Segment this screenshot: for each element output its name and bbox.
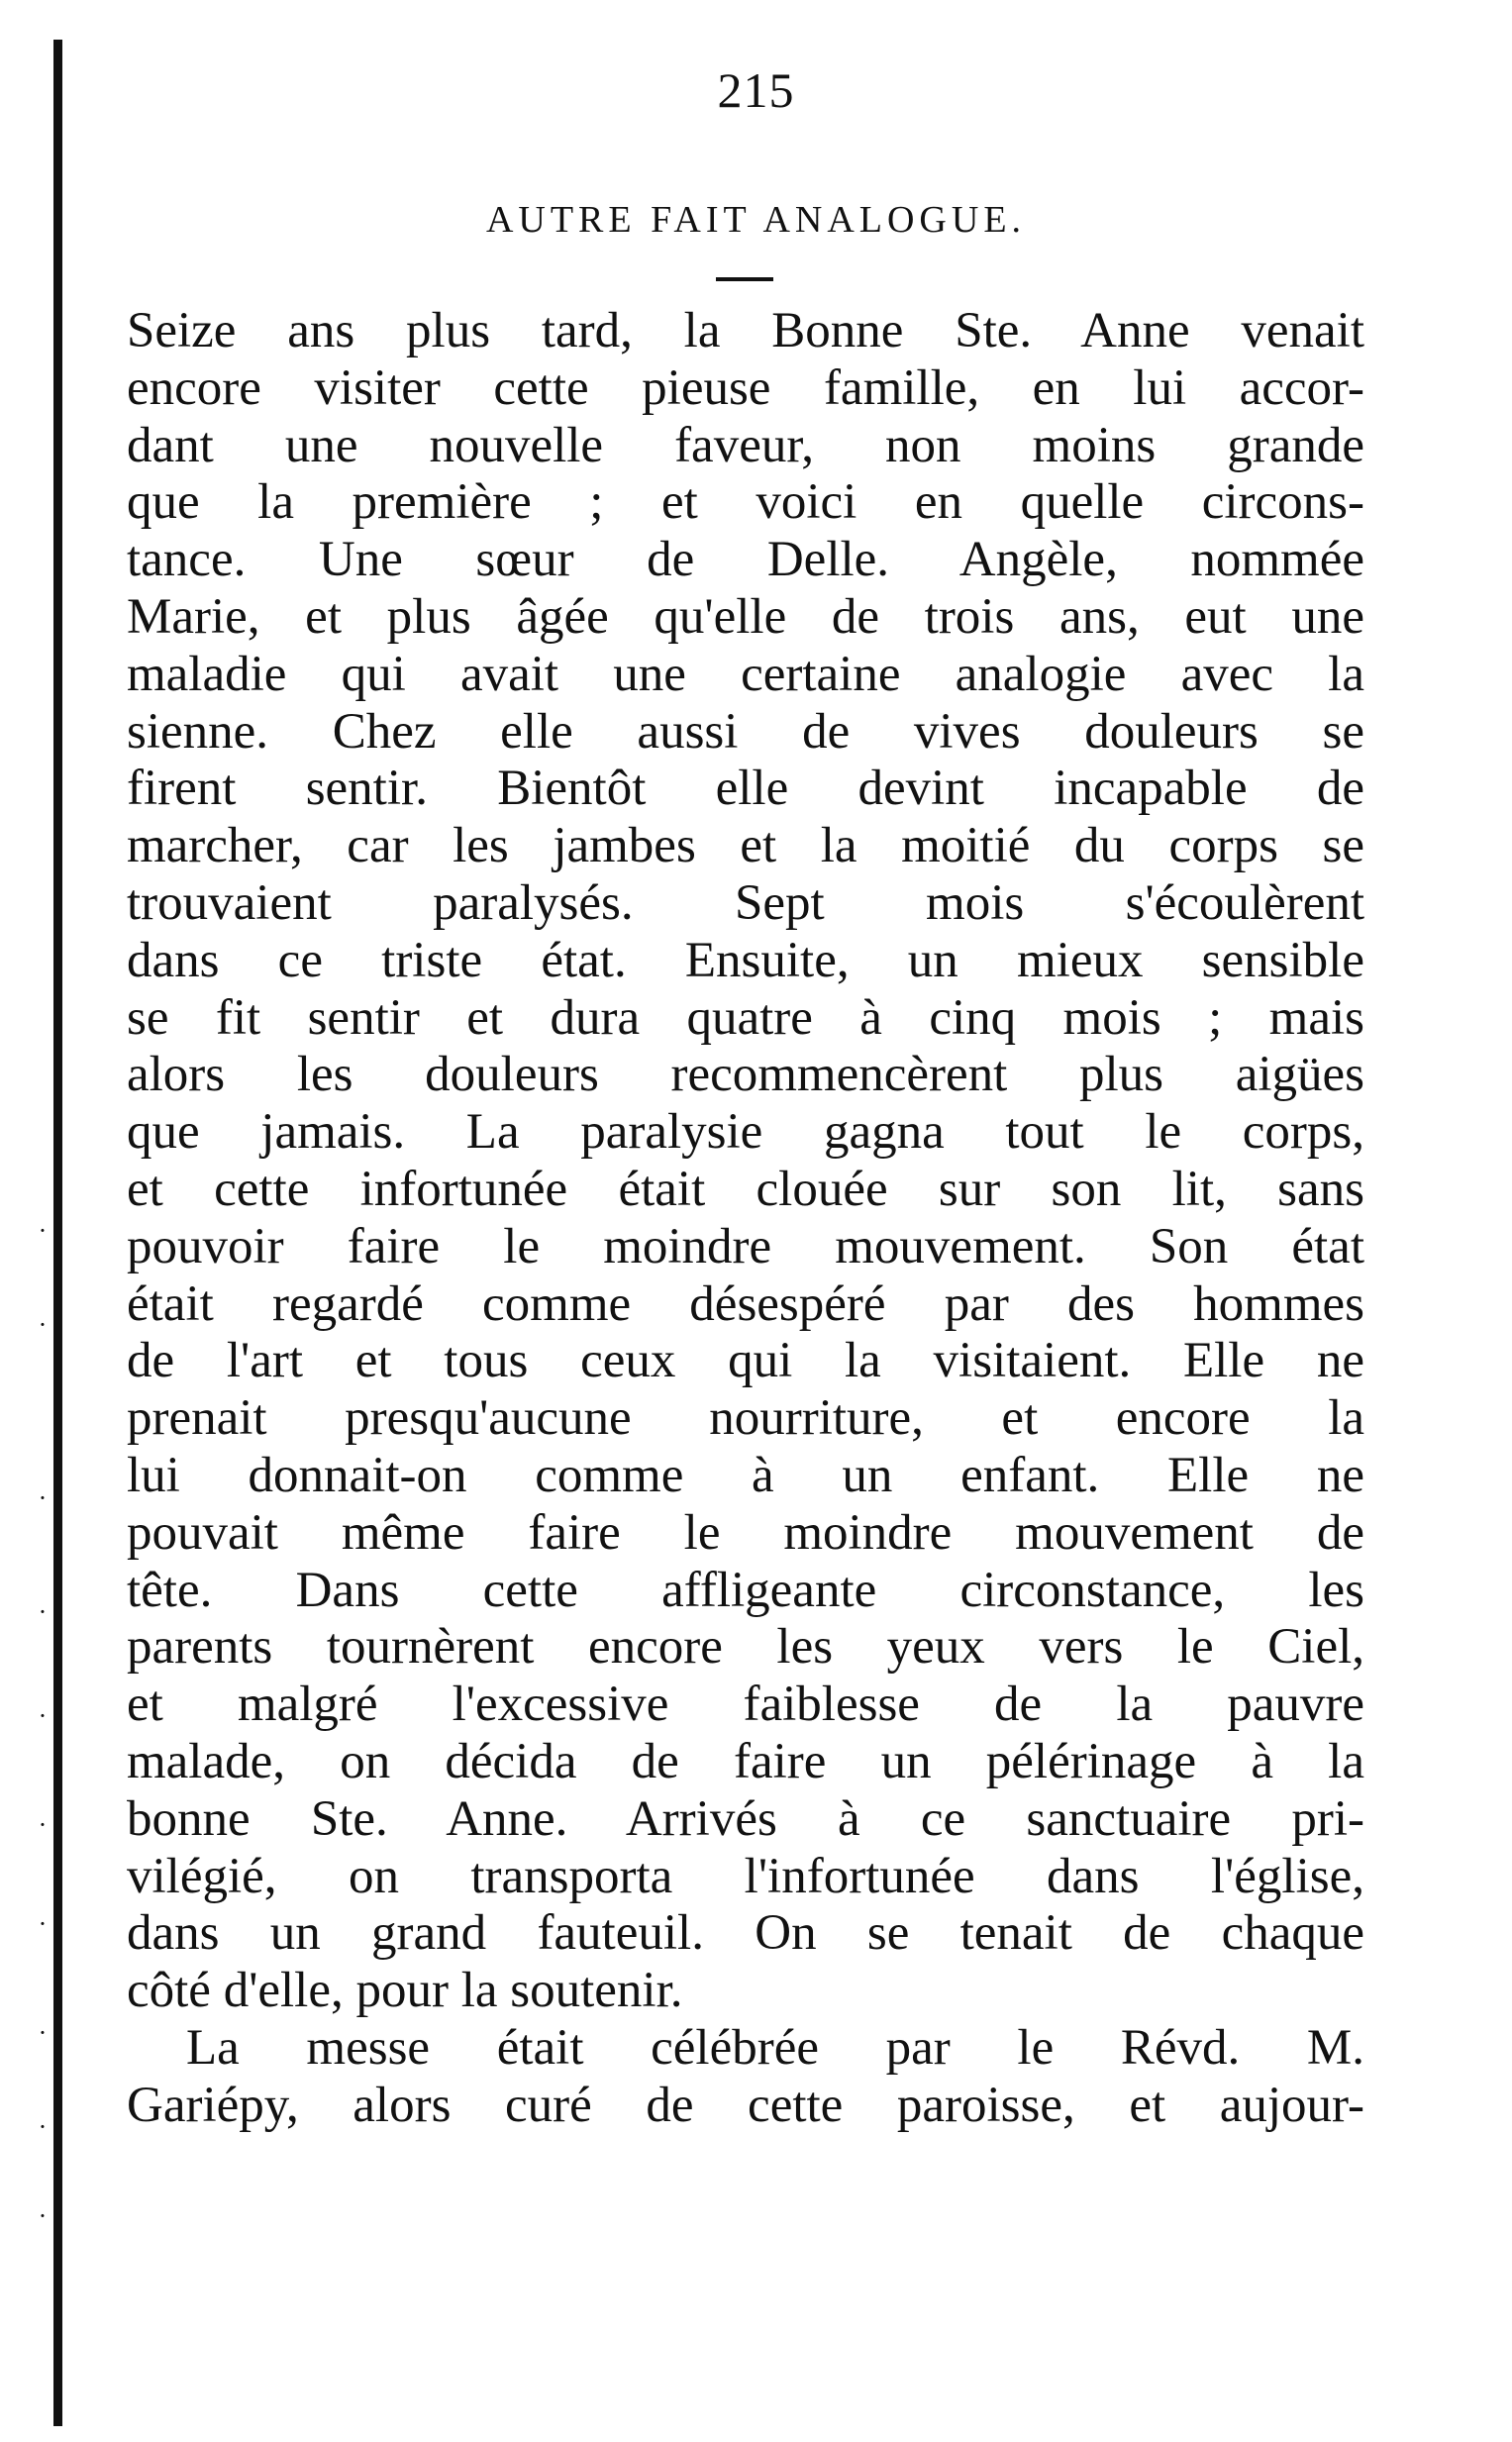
margin-speck: ·: [38, 1701, 48, 1730]
text-line: tance. Une sœur de Delle. Angèle, nommée: [127, 532, 1364, 588]
text-line: sienne. Chez elle aussi de vives douleurs se: [127, 703, 1364, 760]
text-line: dant une nouvelle faveur, non moins grande: [127, 417, 1364, 473]
text-line: dans un grand fauteuil. On se tenait de chaque: [127, 1905, 1364, 1962]
text-line: Marie, et plus âgée qu'elle de trois ans, eut une: [127, 588, 1364, 645]
text-line: lui donnait-on comme à un enfant. Elle ne: [127, 1447, 1364, 1503]
text-line: malade, on décida de faire un pélérinage à la: [127, 1733, 1364, 1789]
title-divider: [716, 277, 773, 281]
section-title: AUTRE FAIT ANALOGUE.: [485, 199, 1027, 241]
text-line: de l'art et tous ceux qui la visitaient. Elle ne: [127, 1333, 1364, 1389]
margin-speck: ·: [38, 1310, 48, 1339]
margin-speck: ·: [38, 1597, 48, 1626]
margin-specks: [28, 1218, 57, 2228]
margin-speck: ·: [38, 1909, 48, 1938]
text-line: pouvoir faire le moindre mouvement. Son état: [127, 1218, 1364, 1274]
text-line: alors les douleurs recommencèrent plus aigües: [127, 1047, 1364, 1103]
text-line: tête. Dans cette affligeante circonstance, les: [127, 1562, 1364, 1618]
text-line: marcher, car les jambes et la moitié du corps se: [127, 818, 1364, 874]
text-line: et cette infortunée était clouée sur son lit, sans: [127, 1161, 1364, 1217]
text-line: vilégié, on transporta l'infortunée dans l'église,: [127, 1848, 1364, 1904]
text-line: se fit sentir et dura quatre à cinq mois ; mais: [127, 989, 1364, 1046]
text-line: maladie qui avait une certaine analogie avec la: [127, 646, 1364, 702]
body-text: [127, 303, 1364, 2135]
margin-speck: ·: [38, 1216, 48, 1245]
text-line: Gariépy, alors curé de cette paroisse, et aujour-: [127, 2077, 1364, 2133]
paragraph-first-line: La messe était célébrée par le Révd. M.: [186, 2019, 1364, 2076]
text-line: parents tournèrent encore les yeux vers le Ciel,: [127, 1619, 1364, 1676]
text-line: prenait presqu'aucune nourriture, et encore la: [127, 1390, 1364, 1447]
text-line: firent sentir. Bientôt elle devint incapable de: [127, 761, 1364, 817]
margin-speck: ·: [38, 1810, 48, 1839]
text-line: que jamais. La paralysie gagna tout le corps,: [127, 1104, 1364, 1161]
text-line: était regardé comme désespéré par des hommes: [127, 1275, 1364, 1332]
text-line: Seize ans plus tard, la Bonne Ste. Anne venait: [127, 303, 1364, 358]
text-line: encore visiter cette pieuse famille, en lui accor-: [127, 359, 1364, 416]
margin-speck: ·: [38, 2201, 48, 2230]
text-line: côté d'elle, pour la soutenir.: [127, 1963, 683, 2019]
margin-speck: ·: [38, 2018, 48, 2047]
page-number: 215: [717, 62, 795, 118]
text-line: pouvait même faire le moindre mouvement de: [127, 1504, 1364, 1561]
text-line: trouvaient paralysés. Sept mois s'écoulèrent: [127, 874, 1364, 931]
margin-speck: ·: [38, 1483, 48, 1512]
text-line: que la première ; et voici en quelle circons-: [127, 474, 1364, 531]
text-line: et malgré l'excessive faiblesse de la pauvre: [127, 1677, 1364, 1733]
text-line: dans ce triste état. Ensuite, un mieux sensible: [127, 932, 1364, 988]
text-line: bonne Ste. Anne. Arrivés à ce sanctuaire pri-: [127, 1790, 1364, 1847]
margin-speck: ·: [38, 2112, 48, 2141]
